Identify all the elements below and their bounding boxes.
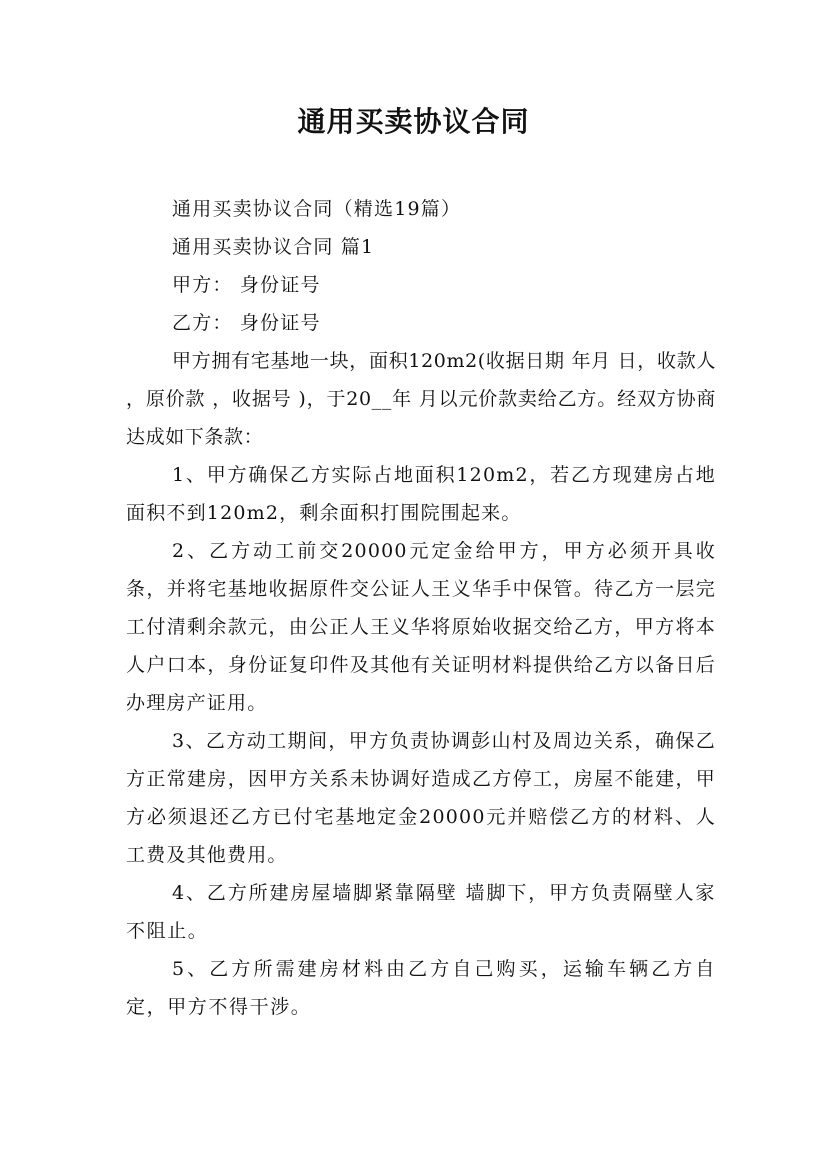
- document-title: 通用买卖协议合同: [297, 105, 530, 138]
- paragraph-clause-1: 1、甲方确保乙方实际占地面积120m2，若乙方现建房占地面积不到120m2，剩余面积打围院围起来。: [126, 464, 716, 524]
- paragraph-intro: 甲方拥有宅基地一块，面积120m2(收据日期 年月 日，收款人 ，原价款 ，收据号 )，于20__年 月以元价款卖给乙方。经双方协商达成如下条款：: [126, 350, 716, 448]
- paragraph-clause-4: 4、乙方所建房屋墙脚紧靠隔壁 墙脚下，甲方负责隔壁人家不阻止。: [126, 882, 716, 942]
- document-body: [126, 190, 716, 1026]
- document-subtitle: 通用买卖协议合同（精选19篇）: [172, 198, 462, 220]
- paragraph-clause-3: 3、乙方动工期间，甲方负责协调彭山村及周边关系，确保乙方正常建房，因甲方关系未协调好造成乙方停工，房屋不能建，甲方必须退还乙方已付宅基地定金20000元并赔偿乙方的材料、人工费及其他费用。: [126, 730, 716, 866]
- party-b-line: 乙方： 身份证号: [172, 312, 321, 334]
- party-a-line: 甲方： 身份证号: [172, 274, 321, 296]
- paragraph-clause-5: 5、乙方所需建房材料由乙方自己购买，运输车辆乙方自定，甲方不得干涉。: [126, 958, 716, 1018]
- section-heading: 通用买卖协议合同 篇1: [172, 236, 375, 258]
- paragraph-clause-2: 2、乙方动工前交20000元定金给甲方，甲方必须开具收条，并将宅基地收据原件交公证人王义华手中保管。待乙方一层完工付清剩余款元，由公正人王义华将原始收据交给乙方，甲方将本人户口本，身份证复印件及其他有关证明材料提供给乙方以备日后办理房产证用。: [126, 540, 716, 714]
